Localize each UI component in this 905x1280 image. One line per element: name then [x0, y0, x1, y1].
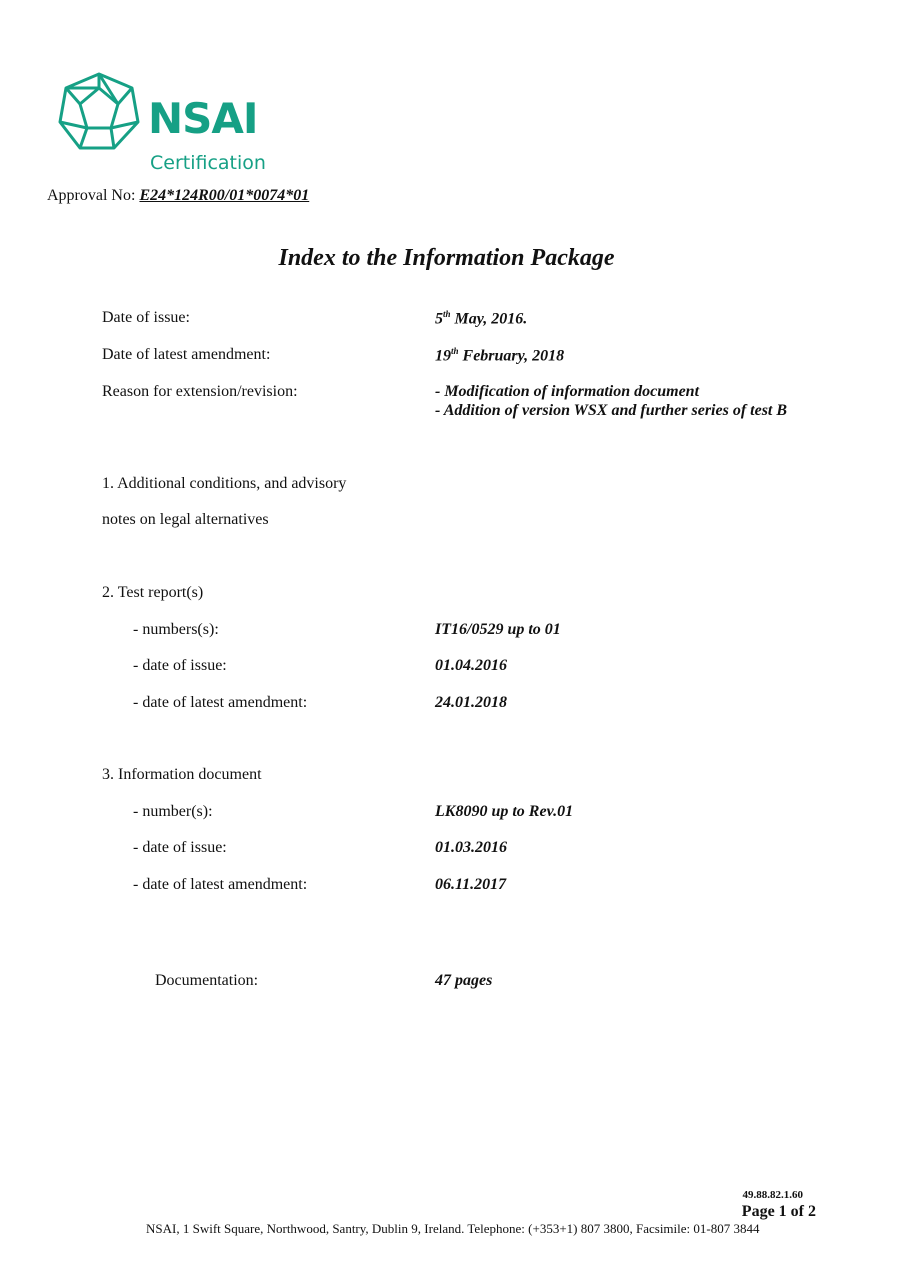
test-report-amend-value: 24.01.2018 — [435, 694, 507, 711]
info-doc-issue-label: - date of issue: — [133, 839, 227, 856]
footer-code: 49.88.82.1.60 — [742, 1189, 803, 1201]
info-doc-numbers-value: LK8090 up to Rev.01 — [435, 803, 574, 820]
reason-line-1: - Modification of information document — [435, 383, 700, 400]
info-doc-numbers-label: - number(s): — [133, 803, 213, 820]
section2-heading: 2. Test report(s) — [102, 584, 204, 601]
footer-address: NSAI, 1 Swift Square, Northwood, Santry, Dublin 9, Ireland. Telephone: (+353+1) 807 3800, Facsimile: 01-807 3844 — [146, 1221, 760, 1236]
section1-line-2: notes on legal alternatives — [102, 511, 269, 528]
nsai-logo — [56, 70, 266, 180]
section1-line-1: 1. Additional conditions, and advisory — [102, 475, 347, 492]
approval-number: E24*124R00/01*0074*01 — [139, 187, 310, 204]
polyhedron-logo-icon — [56, 70, 142, 156]
test-report-numbers-label: - numbers(s): — [133, 621, 219, 638]
page-number: Page 1 of 2 — [741, 1203, 816, 1220]
date-of-issue-value: 5th May, 2016. — [435, 309, 528, 328]
test-report-issue-value: 01.04.2016 — [435, 657, 507, 674]
page-title: Index to the Information Package — [278, 245, 615, 271]
info-doc-issue-value: 01.03.2016 — [435, 839, 507, 856]
info-doc-amend-value: 06.11.2017 — [435, 876, 507, 893]
test-report-amend-label: - date of latest amendment: — [133, 694, 308, 711]
reason-line-2: - Addition of version WSX and further series of test B — [435, 402, 788, 419]
logo-wordmark: NSAI — [148, 94, 258, 143]
latest-amendment-value: 19th February, 2018 — [435, 346, 565, 365]
test-report-numbers-value: IT16/0529 up to 01 — [435, 621, 561, 638]
test-report-issue-label: - date of issue: — [133, 657, 227, 674]
date-of-issue-label: Date of issue: — [102, 309, 190, 326]
latest-amendment-label: Date of latest amendment: — [102, 346, 271, 363]
approval-line — [47, 187, 309, 205]
approval-label: Approval No: — [47, 187, 140, 204]
reason-label: Reason for extension/revision: — [102, 383, 298, 400]
info-doc-amend-label: - date of latest amendment: — [133, 876, 308, 893]
documentation-value: 47 pages — [435, 972, 493, 989]
section3-heading: 3. Information document — [102, 766, 262, 783]
documentation-label: Documentation: — [155, 972, 259, 989]
logo-subtitle: Certification — [150, 152, 266, 174]
